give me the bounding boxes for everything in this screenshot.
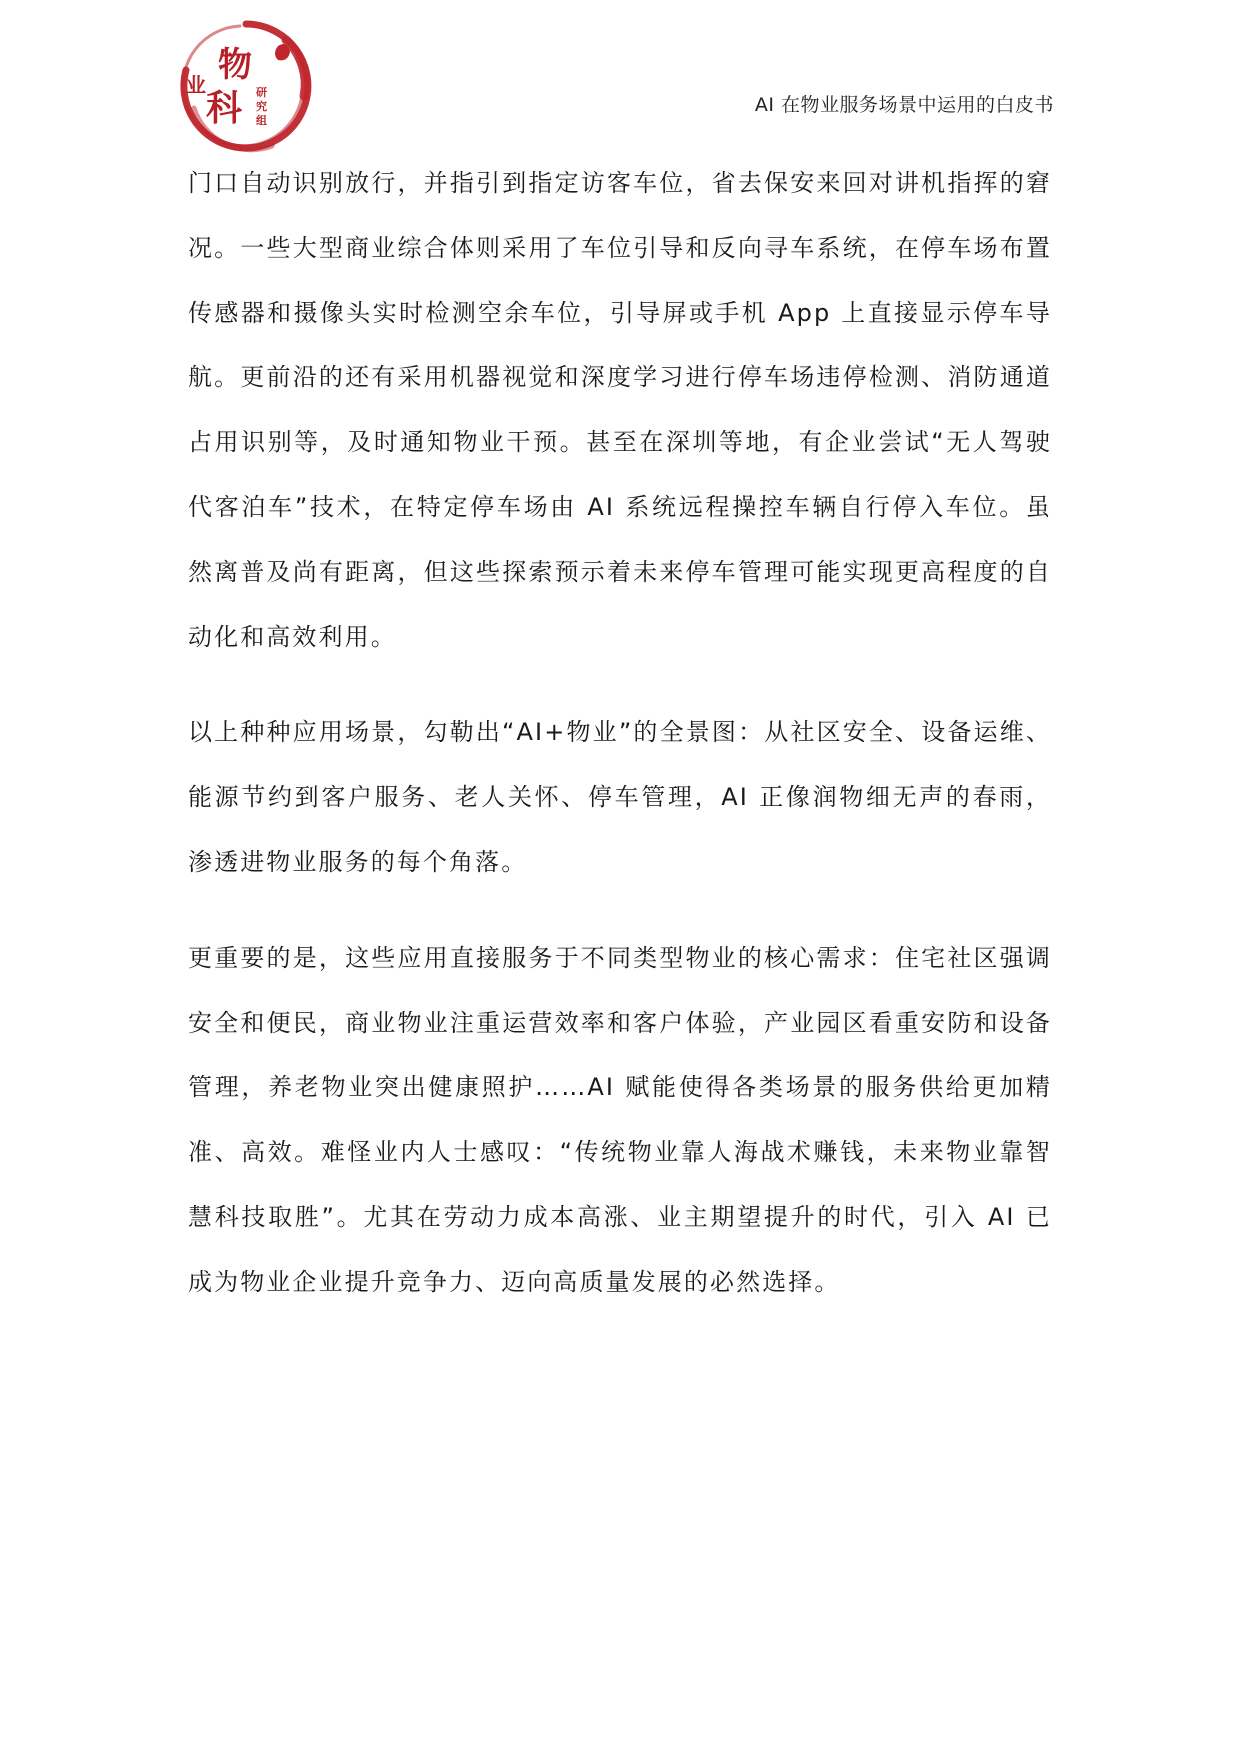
logo-char-ye: 业 (186, 73, 206, 97)
document-body (188, 151, 1052, 1315)
logo-side-char-1: 研 (256, 86, 267, 99)
paragraph-parking: 门口自动识别放行，并指引到指定访客车位，省去保安来回对讲机指挥的窘况。一些大型商业综合体则采用了车位引导和反向寻车系统，在停车场布置传感器和摄像头实时检测空余车位，引导屏或手机 App 上直接显示停车导航。更前沿的还有采用机器视觉和深度学习进行停车场违停检测、消防通道占用识别等，及时通知物业干预。甚至在深圳等地，有企业尝试“无人驾驶代客泊车”技术，在特定停车场由 AI 系统远程操控车辆自行停入车位。虽然离普及尚有距离，但这些探索预示着未来停车管理可能实现更高程度的自动化和高效利用。 (188, 169, 1052, 651)
logo-char-ke: 科 (206, 87, 243, 129)
logo (176, 18, 316, 154)
logo-seal-graphic (176, 18, 316, 154)
logo-char-wu: 物 (218, 45, 252, 85)
logo-side-char-2: 究 (256, 100, 267, 113)
paragraph-conclusion: 更重要的是，这些应用直接服务于不同类型物业的核心需求：住宅社区强调安全和便民，商业物业注重运营效率和客户体验，产业园区看重安防和设备管理，养老物业突出健康照护……AI 赋能使得各类场景的服务供给更加精准、高效。难怪业内人士感叹：“传统物业靠人海战术赚钱，未来物业靠智慧科技取胜”。尤其在劳动力成本高涨、业主期望提升的时代，引入 AI 已成为物业企业提升竞争力、迈向高质量发展的必然选择。 (188, 943, 1052, 1296)
paragraph-overview: 以上种种应用场景，勾勒出“AI+物业”的全景图：从社区安全、设备运维、能源节约到客户服务、老人关怀、停车管理，AI 正像润物细无声的春雨，渗透进物业服务的每个角落。 (188, 718, 1052, 876)
document-title: AI 在物业服务场景中运用的白皮书 (754, 94, 1054, 116)
logo-side-char-3: 组 (256, 114, 267, 127)
